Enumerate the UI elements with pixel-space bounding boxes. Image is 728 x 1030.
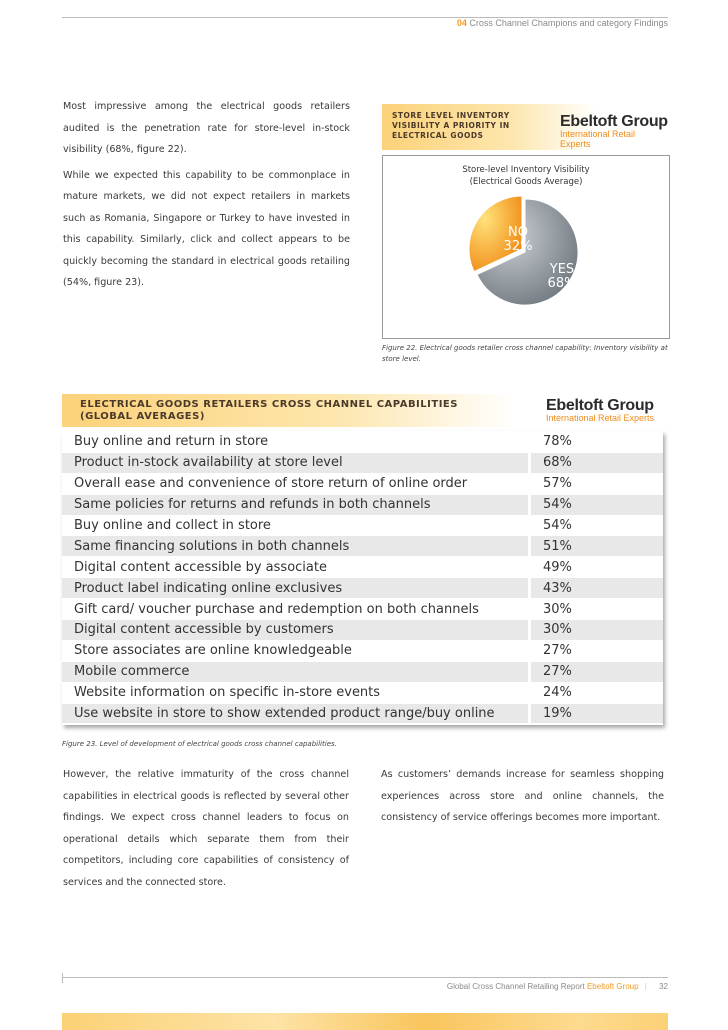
capability-percent: 68% [528, 453, 663, 473]
closing-left-paragraph: However, the relative immaturity of the cross channel capabilities in electrical goods is reflected by several other findings. We expect cross channel leaders to focus on operational details which separate them from their competitors, including core capabilities of consistency of services and the connected store. [63, 769, 349, 888]
intro-paragraph-1: Most impressive among the electrical goods retailers audited is the penetration rate for store-level in-stock visibility (68%, figure 22). [63, 101, 350, 155]
capability-percent: 27% [528, 641, 663, 661]
capability-label: Overall ease and convenience of store return of online order [62, 474, 528, 494]
pie-chart [383, 156, 669, 338]
table-row [62, 474, 663, 494]
logo-tagline: International Retail Experts [560, 129, 636, 149]
capability-label: Gift card/ voucher purchase and redemption on both channels [62, 599, 528, 619]
table-row [62, 704, 663, 724]
table-row [62, 599, 663, 619]
capability-percent: 24% [528, 683, 663, 703]
capability-label: Same financing solutions in both channels [62, 536, 528, 556]
capability-label: Product in-stock availability at store level [62, 453, 528, 473]
footer-brand: Ebeltoft Group [586, 982, 639, 991]
table-row [62, 683, 663, 703]
capability-label: Digital content accessible by customers [62, 620, 528, 640]
banner-title-line: ELECTRICAL GOODS RETAILERS CROSS CHANNEL CAPABILITIES [80, 399, 458, 410]
footer-report-title: Global Cross Channel Retailing Report [446, 982, 585, 991]
capability-percent: 51% [528, 536, 663, 556]
capability-percent: 19% [528, 704, 663, 724]
capability-label: Store associates are online knowledgeable [62, 641, 528, 661]
capability-percent: 49% [528, 557, 663, 577]
chart-title: Store-level Inventory Visibility [462, 165, 590, 175]
capability-label: Same policies for returns and refunds in both channels [62, 495, 528, 515]
table-row [62, 662, 663, 682]
capabilities-banner-title [80, 399, 458, 423]
figure-22-caption: Figure 22. Electrical goods retailer cross channel capability: Inventory visibility at store level. [382, 344, 668, 363]
section-number: 04 [456, 18, 467, 28]
banner-title-line: ELECTRICAL GOODS [392, 131, 484, 140]
intro-paragraph-2: While we expected this capability to be commonplace in mature markets, we did not expect retailers in markets such as Romania, Singapore or Turkey to have invested in this capability. Similarly, click and collect appears to be quickly becoming the standard in electrical goods retailing (54%, figure 23). [63, 169, 350, 288]
capabilities-table-panel [62, 431, 663, 725]
capability-percent: 54% [528, 495, 663, 515]
capability-label: Mobile commerce [62, 662, 528, 682]
table-row [62, 453, 663, 473]
capability-label: Use website in store to show extended product range/buy online [62, 704, 528, 724]
logo-name: Ebeltoft Group [546, 397, 654, 414]
figure-23-caption: Figure 23. Level of development of electrical goods cross channel capabilities. [62, 740, 337, 748]
footer: Global Cross Channel Retailing Report Ebeltoft Group | 32 [446, 982, 668, 991]
capability-label: Product label indicating online exclusives [62, 578, 528, 598]
chart-subtitle: (Electrical Goods Average) [469, 177, 583, 187]
page-number: 32 [659, 982, 668, 991]
capability-percent: 54% [528, 516, 663, 536]
capability-percent: 57% [528, 474, 663, 494]
pie-value-label: 32% [503, 239, 533, 254]
section-title: Cross Channel Champions and category Findings [469, 18, 668, 28]
ebeltoft-logo [560, 113, 668, 149]
running-header [457, 18, 668, 28]
closing-right-paragraph: As customers’ demands increase for seamless shopping experiences across store and online channels, the consistency of service offerings becomes more important. [381, 769, 664, 823]
capability-percent: 78% [528, 432, 663, 452]
table-row [62, 536, 663, 556]
ebeltoft-logo [546, 397, 654, 423]
banner-title-line: STORE LEVEL INVENTORY [392, 111, 510, 120]
capabilities-table [62, 431, 663, 724]
capability-label: Website information on specific in-store events [62, 683, 528, 703]
capability-label: Digital content accessible by associate [62, 557, 528, 577]
footer-rule [62, 977, 668, 978]
footer-tick [62, 973, 63, 983]
inventory-banner-title [392, 111, 510, 141]
capabilities-banner [62, 394, 668, 427]
footer-decorative-bar [62, 1013, 668, 1030]
logo-tagline: International Retail Experts [546, 413, 655, 423]
pie-category-label: NO [508, 225, 528, 240]
table-row [62, 641, 663, 661]
table-row [62, 557, 663, 577]
pie-value-label: 68% [547, 276, 577, 291]
pie-chart-panel [382, 155, 670, 339]
inventory-banner [382, 104, 668, 150]
capability-label: Buy online and collect in store [62, 516, 528, 536]
table-row [62, 432, 663, 452]
table-row [62, 620, 663, 640]
capability-label: Buy online and return in store [62, 432, 528, 452]
capability-percent: 30% [528, 620, 663, 640]
table-row [62, 578, 663, 598]
pie-category-label: YES [549, 262, 575, 277]
capability-percent: 27% [528, 662, 663, 682]
logo-name: Ebeltoft Group [560, 113, 668, 130]
banner-title-line: (GLOBAL AVERAGES) [80, 411, 205, 422]
banner-title-line: VISIBILITY A PRIORITY IN [392, 121, 510, 130]
intro-text [63, 96, 350, 294]
capability-percent: 30% [528, 599, 663, 619]
capability-percent: 43% [528, 578, 663, 598]
table-row [62, 516, 663, 536]
table-row [62, 495, 663, 515]
